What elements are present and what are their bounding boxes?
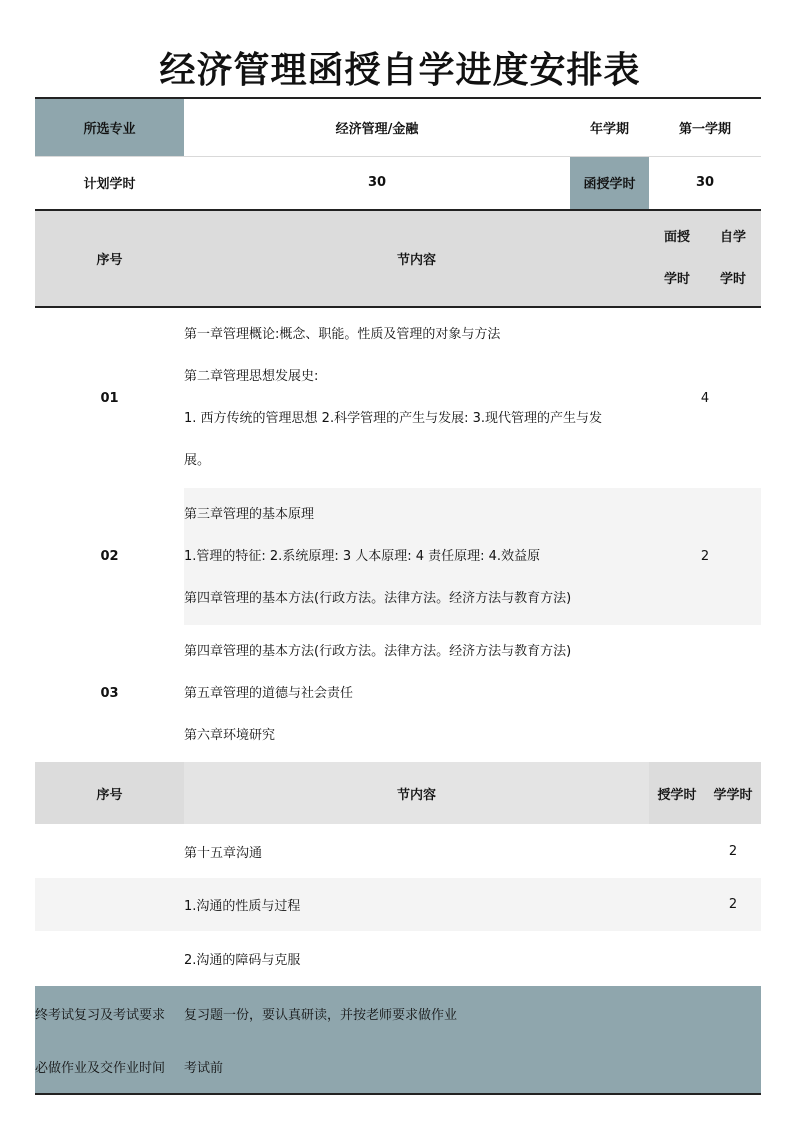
row-line: 第六章环境研究: [184, 727, 276, 743]
row-empty: [649, 931, 705, 986]
row-content: [184, 488, 649, 625]
row-hours: [649, 625, 761, 762]
header-self-hours: [705, 210, 761, 307]
row-line: 第四章管理的基本方法(行政方法。法律方法。经济方法与教育方法): [184, 643, 572, 659]
row-no-empty: [35, 878, 184, 931]
header-self-hours-line1: 自学: [720, 229, 747, 245]
row-line: 1.管理的特征: 2.系统原理: 3 人本原理: 4 责任原理: 4.效益原: [184, 548, 541, 564]
info-row-major: [35, 98, 761, 156]
document-title: 经济管理函授自学进度安排表: [159, 50, 641, 91]
row-no-empty: [35, 824, 184, 878]
table-header: [35, 210, 761, 307]
row-hours: 4: [700, 390, 710, 406]
row-empty: [649, 878, 705, 931]
row-content: [184, 625, 649, 762]
plan-hours-label: 计划学时: [35, 156, 184, 210]
major-label: 所选专业: [35, 98, 184, 156]
row-line: 第三章管理的基本原理: [184, 506, 315, 522]
header2-self-hours: 学学时: [705, 762, 761, 824]
footer-row-homework: [35, 1040, 761, 1094]
table-row: [35, 307, 761, 488]
row-content: 1.沟通的性质与过程: [184, 899, 301, 914]
row-content: 2.沟通的障码与克服: [184, 953, 301, 968]
header-content: 节内容: [184, 210, 649, 307]
tutor-hours-label: 函授学时: [570, 156, 649, 210]
header2-tutor-hours: 授学时: [649, 762, 705, 824]
row-no-empty: [35, 931, 184, 986]
row-hours: 2: [728, 843, 738, 859]
row-empty: [649, 824, 705, 878]
term-label: 年学期: [570, 98, 649, 156]
table-row: [35, 824, 761, 878]
table-row: [35, 878, 761, 931]
row-hours: 2: [700, 549, 710, 564]
info-row-hours: [35, 156, 761, 210]
table-header-2: [35, 762, 761, 824]
row-line: 第四章管理的基本方法(行政方法。法律方法。经济方法与教育方法): [184, 590, 572, 606]
row-line: 第一章管理概论:概念、职能。性质及管理的对象与方法: [184, 327, 501, 342]
table-row: [35, 625, 761, 762]
header-tutor-hours-line1: 面授: [663, 229, 690, 245]
row-no: 02: [35, 488, 184, 625]
footer-row-exam: [35, 986, 761, 1040]
footer-value: 考试前: [184, 1040, 761, 1094]
footer-label: 终考试复习及考试要求: [35, 986, 184, 1040]
row-content: [184, 307, 649, 488]
header2-content: 节内容: [184, 762, 649, 824]
header-tutor-hours-line2: 学时: [663, 271, 690, 287]
tutor-hours-value: 30: [649, 156, 761, 210]
row-hours: 2: [728, 897, 738, 912]
footer-label: 必做作业及交作业时间: [35, 1040, 184, 1094]
row-hours: [705, 931, 761, 986]
header2-no: 序号: [35, 762, 184, 824]
row-no: 03: [100, 686, 119, 701]
header-no: 序号: [35, 210, 184, 307]
row-no: 01: [100, 390, 119, 406]
schedule-table: [35, 97, 761, 1095]
footer-value: 复习题一份，要认真研读，并按老师要求做作业: [184, 986, 761, 1040]
plan-hours-value: 30: [184, 156, 570, 210]
row-line: 第二章管理思想发展史:: [184, 369, 319, 384]
term-value: 第一学期: [649, 98, 761, 156]
row-line: 第五章管理的道德与社会责任: [184, 685, 354, 701]
table-row: [35, 488, 761, 625]
row-line: 1. 西方传统的管理思想 2.科学管理的产生与发展: 3.现代管理的产生与发: [184, 411, 602, 426]
header-tutor-hours: [649, 210, 705, 307]
major-value: 经济管理/金融: [184, 98, 570, 156]
row-content: 第十五章沟通: [184, 845, 263, 861]
row-line: 展。: [184, 453, 211, 468]
header-self-hours-line2: 学时: [720, 271, 747, 287]
table-row: [35, 931, 761, 986]
